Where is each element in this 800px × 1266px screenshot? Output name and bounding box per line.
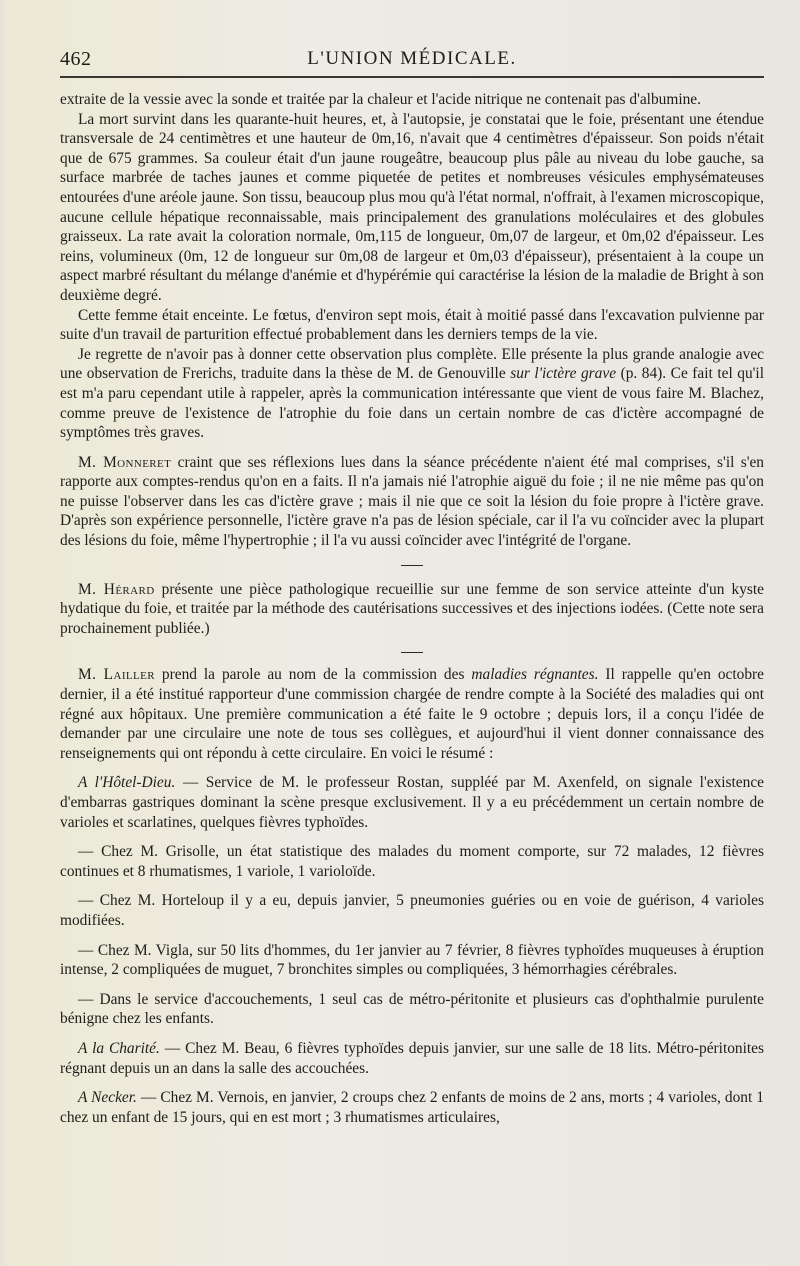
paragraph-lailler	[60, 665, 764, 763]
paragraph-necker	[60, 1088, 764, 1127]
paragraph-grisolle: — Chez M. Grisolle, un état statistique des malades du moment comporte, sur 72 malades, 12 fièvres continues et 8 rhumatismes, 1 variole, 1 varioloïde.	[60, 843, 764, 880]
article-body	[60, 90, 764, 1127]
paragraph-hotel-dieu	[60, 773, 764, 832]
paragraph-regret-text-b: (p. 84). Ce fait tel qu'il est m'a paru cependant utile à rappeler, après la communication intéressante que vient de vous faire M. Blachez, comme preuve de l'existence de l'atrophie du foie dans un certain nombre de cas d'ictère accompagné de symptômes très graves.	[60, 365, 764, 442]
paragraph-charite	[60, 1039, 764, 1078]
header-rule	[60, 76, 764, 78]
section-separator	[401, 652, 423, 653]
paragraph-regret-text-a: Je regrette de n'avoir pas à donner cette observation plus complète. Elle présente la plus grande analogie avec une observation de Frerichs, traduite dans la thèse de M. de Genouville	[60, 345, 764, 383]
speaker-name: M. Monneret	[78, 453, 172, 471]
paragraph-lailler-italic: maladies régnantes.	[471, 666, 599, 684]
paragraph-continuation: extraite de la vessie avec la sonde et traitée par la chaleur et l'acide nitrique ne contenait pas d'albumine.	[60, 91, 701, 108]
paragraph-regret-italic: sur l'ictère grave	[510, 365, 617, 383]
paragraph-necker-text: — Chez M. Vernois, en janvier, 2 croups chez 2 enfants de moins de 2 ans, morts ; 4 varioles, dont 1 chez un enfant de 15 jours, qui en est mort ; 3 rhumatismes articulaires,	[60, 1089, 764, 1126]
hospital-name: A l'Hôtel-Dieu.	[78, 774, 176, 792]
page-number: 462	[60, 48, 92, 70]
paragraph-hotel-dieu-text: — Service de M. le professeur Rostan, suppléé par M. Axenfeld, on signale l'existence d'embarras gastriques dominant la scène presque exclusivement. Il y a eu précédemment un certain nombre de varioles et scarlatines, quelques fièvres typhoïdes.	[60, 774, 764, 831]
paragraph-lailler-text-a: prend la parole au nom de la commission des	[154, 666, 472, 684]
speaker-name: M. Hérard	[78, 580, 155, 598]
paragraph-monneret	[60, 453, 764, 551]
paragraph-monneret-text: craint que ses réflexions lues dans la séance précédente n'aient été mal comprises, s'il s'en rapporte aux comptes-rendus qu'on en a faits. Il n'a jamais nié l'atrophie aiguë du foie ; il ne nie même pas qu'on ne puisse l'observer dans les cas d'ictère grave ; mais il nie que ce soit la lésion du foie propre à l'ictère grave. D'après son expérience personnelle, l'ictère grave n'a pas de lésion spéciale, car il l'a vu coïncider avec la plupart des lésions du foie, même l'hypertrophie ; il l'a vu aussi coïncider avec l'intégrité de l'organe.	[60, 453, 764, 550]
paragraph-pregnancy: Cette femme était enceinte. Le fœtus, d'environ sept mois, était à moitié passé dans l'excavation pulvienne par suite d'un travail de parturition effectué probablement dans les derniers temps de la vie.	[60, 306, 764, 344]
paragraph-vigla: — Chez M. Vigla, sur 50 lits d'hommes, du 1er janvier au 7 février, 8 fièvres typhoïdes muqueuses à éruption intense, 2 compliquées de muguet, 7 bronchites simples ou compliquées, 3 hémorrhagies cérébrales.	[60, 941, 764, 979]
paragraph-charite-text: — Chez M. Beau, 6 fièvres typhoïdes depuis janvier, sur une salle de 18 lits. Métro-péritonites régnant depuis un an dans la salle des accouchées.	[60, 1039, 764, 1077]
running-head	[60, 42, 764, 76]
paragraph-horteloup: — Chez M. Horteloup il y a eu, depuis janvier, 5 pneumonies guéries ou en voie de guérison, 4 varioles modifiées.	[60, 892, 764, 929]
paragraph-herard-text: présente une pièce pathologique recueillie sur une femme de son service atteinte d'un kyste hydatique du foie, et traitée par la méthode des cautérisations successives et des injections iodées. (Cette note sera prochainement publiée.)	[60, 580, 764, 637]
running-title: L'UNION MÉDICALE.	[307, 48, 517, 69]
paragraph-autopsy: La mort survint dans les quarante-huit heures, et, à l'autopsie, je constatai que le foie, présentant une étendue transversale de 24 centimètres et une hauteur de 0m,16, n'avait que 4 centimètres d'épaisseur. Son poids n'était que de 675 grammes. Sa couleur était d'un jaune rougeâtre, beaucoup plus pâle au niveau du lobe gauche, sa surface marbrée de taches jaunes et comme piquetée de petites et nombreuses vésicules emphysémateuses entourées d'une aréole jaune. Son tissu, beaucoup plus mou qu'à l'état normal, n'offrait, à l'examen microscopique, aucune cellule hépatique reconnaissable, mais principalement des granulations moléculaires et des globules graisseux. La rate avait la coloration normale, 0m,115 de longueur, 0m,07 de largeur, et 0m,02 d'épaisseur. Les reins, volumineux (0m, 12 de longueur sur 0m,08 de largeur et 0m,03 d'épaisseur), présentaient à la coupe un aspect marbré résultant du mélange d'anémie et d'hypérémie qui caractérise la lésion de la maladie de Bright à son deuxième degré.	[60, 110, 764, 304]
paragraph-herard	[60, 580, 764, 639]
speaker-name: M. Lailler	[78, 666, 155, 684]
section-separator	[401, 565, 423, 566]
paragraph-lailler-text-b: Il rappelle qu'en octobre dernier, il a été institué rapporteur d'une commission chargée de rendre compte à la Société des maladies qui ont régné aux hôpitaux. Une première communication a été faite le 9 octobre ; depuis lors, il a conçu l'idée de demander par une circulaire une note de tous ses collègues, et aujourd'hui il vient donner connaissance des renseignements qui ont répondu à cette circulaire. En voici le résumé :	[60, 666, 765, 762]
hospital-name: A Necker.	[78, 1089, 137, 1107]
paragraph-regret	[60, 345, 764, 443]
hospital-name: A la Charité.	[78, 1039, 160, 1057]
paragraph-accouchements: — Dans le service d'accouchements, 1 seul cas de métro-péritonite et plusieurs cas d'ophthalmie purulente bénigne chez les enfants.	[60, 990, 764, 1028]
